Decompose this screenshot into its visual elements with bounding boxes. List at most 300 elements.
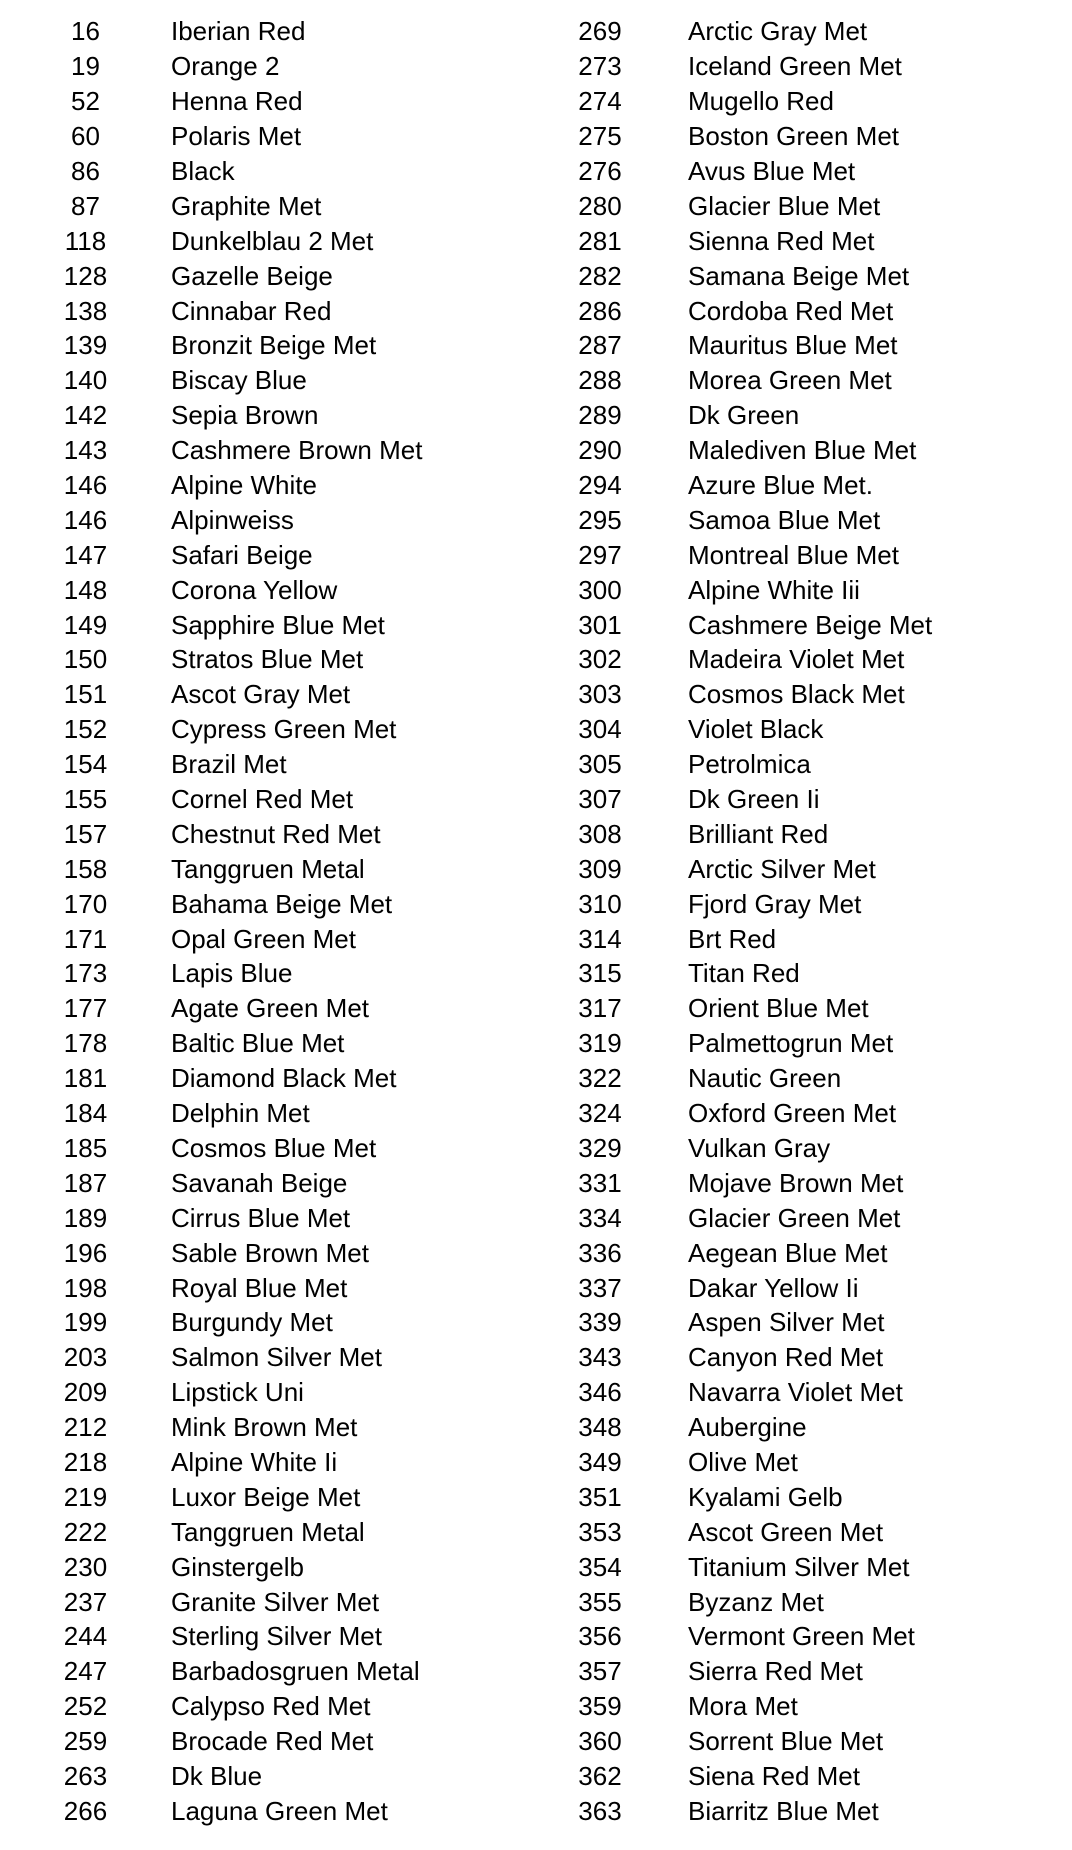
color-code: 187 xyxy=(63,1167,108,1198)
list-item xyxy=(560,677,932,712)
color-code: 173 xyxy=(63,958,108,989)
list-item xyxy=(560,1654,932,1689)
list-item xyxy=(0,14,422,49)
list-item xyxy=(0,572,422,607)
color-name: Aspen Silver Met xyxy=(688,1307,885,1338)
color-name: Brilliant Red xyxy=(688,818,829,849)
color-name: Biarritz Blue Met xyxy=(688,1795,879,1826)
color-name: Cosmos Blue Met xyxy=(171,1132,377,1163)
color-name: Nautic Green xyxy=(688,1063,842,1094)
list-item xyxy=(0,1061,422,1096)
color-code: 346 xyxy=(578,1377,622,1408)
list-item xyxy=(0,1270,422,1305)
color-name: Diamond Black Met xyxy=(171,1063,397,1094)
color-name: Titanium Silver Met xyxy=(688,1551,910,1582)
color-name: Avus Blue Met xyxy=(688,156,856,186)
color-code: 309 xyxy=(578,853,622,884)
list-item xyxy=(0,1689,422,1724)
color-code: 178 xyxy=(63,1028,108,1059)
color-code: 273 xyxy=(578,51,622,82)
color-name: Black xyxy=(171,156,235,186)
list-item xyxy=(0,1200,422,1235)
list-item xyxy=(560,258,932,293)
color-name: Tanggruen Metal xyxy=(171,1516,365,1547)
list-item xyxy=(560,1724,932,1759)
color-name: Kyalami Gelb xyxy=(688,1481,843,1512)
list-item xyxy=(560,886,932,921)
color-code: 196 xyxy=(63,1237,108,1268)
list-item xyxy=(0,1235,422,1270)
color-name: Alpine White Ii xyxy=(171,1446,338,1477)
color-code: 146 xyxy=(63,504,108,535)
list-item xyxy=(560,223,932,258)
color-code: 263 xyxy=(63,1760,108,1791)
list-item xyxy=(0,851,422,886)
color-code: 363 xyxy=(578,1795,622,1826)
list-item xyxy=(560,293,932,328)
color-name: Savanah Beige xyxy=(171,1167,348,1198)
color-code: 343 xyxy=(578,1342,622,1373)
color-name: Dunkelblau 2 Met xyxy=(171,225,374,256)
color-code: 198 xyxy=(63,1272,108,1303)
color-code: 334 xyxy=(578,1202,622,1233)
color-code: 154 xyxy=(63,749,108,780)
color-name: Cosmos Black Met xyxy=(688,679,905,710)
color-code: 304 xyxy=(578,714,622,745)
color-name: Canyon Red Met xyxy=(688,1342,884,1373)
color-code: 184 xyxy=(63,1098,108,1129)
color-name: Sterling Silver Met xyxy=(171,1621,382,1652)
color-code: 336 xyxy=(578,1237,622,1268)
list-item xyxy=(560,1514,932,1549)
list-item xyxy=(0,1759,422,1794)
list-item xyxy=(0,1514,422,1549)
color-code: 339 xyxy=(578,1307,622,1338)
list-item xyxy=(0,363,422,398)
color-code: 314 xyxy=(578,923,622,954)
color-name: Cirrus Blue Met xyxy=(171,1202,351,1233)
color-code: 362 xyxy=(578,1760,622,1791)
color-code: 143 xyxy=(63,435,108,466)
color-code: 287 xyxy=(578,330,622,361)
list-item xyxy=(560,1410,932,1445)
color-name: Sapphire Blue Met xyxy=(171,609,385,640)
list-item xyxy=(0,223,422,258)
color-name: Delphin Met xyxy=(171,1098,310,1129)
color-name: Brocade Red Met xyxy=(171,1726,374,1757)
color-code: 147 xyxy=(63,539,108,570)
color-code: 348 xyxy=(578,1412,622,1443)
list-item xyxy=(560,1270,932,1305)
list-item xyxy=(0,782,422,817)
color-name: Calypso Red Met xyxy=(171,1691,371,1722)
list-item xyxy=(0,1375,422,1410)
color-code: 274 xyxy=(578,86,622,117)
list-item xyxy=(0,1026,422,1061)
list-item xyxy=(560,433,932,468)
color-code: 295 xyxy=(578,504,622,535)
color-name: Royal Blue Met xyxy=(171,1272,348,1303)
color-code: 252 xyxy=(63,1691,108,1722)
color-code: 317 xyxy=(578,993,622,1024)
list-item xyxy=(560,363,932,398)
color-name: Stratos Blue Met xyxy=(171,644,364,675)
list-item xyxy=(0,1305,422,1340)
color-code: 209 xyxy=(63,1377,108,1408)
color-name: Dk Green Ii xyxy=(688,784,820,815)
color-name: Aubergine xyxy=(688,1412,807,1443)
color-code: 158 xyxy=(63,853,108,884)
list-item xyxy=(0,956,422,991)
list-item xyxy=(560,84,932,119)
color-name: Cornel Red Met xyxy=(171,784,354,815)
color-code: 349 xyxy=(578,1446,622,1477)
list-item xyxy=(0,468,422,503)
color-code: 337 xyxy=(578,1272,622,1303)
color-name: Ginstergelb xyxy=(171,1551,304,1582)
color-code: 354 xyxy=(578,1551,622,1582)
list-item xyxy=(0,1445,422,1480)
color-code: 152 xyxy=(63,714,108,745)
color-name: Henna Red xyxy=(171,86,303,117)
list-item xyxy=(560,328,932,363)
color-code: 149 xyxy=(63,609,108,640)
color-code: 171 xyxy=(63,923,108,954)
list-item xyxy=(560,782,932,817)
color-code: 244 xyxy=(63,1621,108,1652)
list-item xyxy=(560,1061,932,1096)
list-item xyxy=(560,1096,932,1131)
color-name: Tanggruen Metal xyxy=(171,853,365,884)
color-name: Siena Red Met xyxy=(688,1760,860,1791)
list-item xyxy=(560,537,932,572)
list-item xyxy=(560,956,932,991)
color-name: Brt Red xyxy=(688,923,777,954)
color-name: Dakar Yellow Ii xyxy=(688,1272,859,1303)
color-name: Vulkan Gray xyxy=(688,1132,831,1163)
color-code: 280 xyxy=(578,190,622,221)
color-code: 308 xyxy=(578,818,622,849)
color-code: 199 xyxy=(63,1307,108,1338)
list-item xyxy=(0,642,422,677)
color-name: Malediven Blue Met xyxy=(688,435,917,466)
list-item xyxy=(560,747,932,782)
list-item xyxy=(560,1305,932,1340)
color-code: 237 xyxy=(63,1586,108,1617)
color-code: 331 xyxy=(578,1167,622,1198)
color-name: Iberian Red xyxy=(171,16,306,47)
color-name: Cashmere Brown Met xyxy=(171,435,423,466)
color-name: Glacier Blue Met xyxy=(688,190,881,221)
color-code: 297 xyxy=(578,539,622,570)
color-code: 118 xyxy=(64,225,107,256)
list-item xyxy=(560,119,932,154)
color-name: Barbadosgruen Metal xyxy=(171,1656,420,1687)
right-column xyxy=(560,14,932,1828)
color-code: 142 xyxy=(63,400,108,431)
list-item xyxy=(0,1165,422,1200)
color-name: Vermont Green Met xyxy=(688,1621,915,1652)
color-name: Sorrent Blue Met xyxy=(688,1726,884,1757)
color-name: Olive Met xyxy=(688,1446,798,1477)
color-code: 282 xyxy=(578,260,622,291)
color-name: Boston Green Met xyxy=(688,121,899,152)
list-item xyxy=(560,1026,932,1061)
list-item xyxy=(0,154,422,189)
color-code: 359 xyxy=(578,1691,622,1722)
color-code: 219 xyxy=(63,1481,108,1512)
color-code: 86 xyxy=(71,156,100,186)
list-item xyxy=(560,1479,932,1514)
list-item xyxy=(0,1131,422,1166)
color-name: Alpinweiss xyxy=(171,504,294,535)
color-name: Orient Blue Met xyxy=(688,993,869,1024)
color-name: Cinnabar Red xyxy=(171,295,332,326)
color-name: Palmettogrun Met xyxy=(688,1028,894,1059)
list-item xyxy=(0,119,422,154)
color-code: 329 xyxy=(578,1132,622,1163)
list-item xyxy=(560,1584,932,1619)
color-name: Dk Green xyxy=(688,400,800,431)
color-code: 315 xyxy=(578,958,622,989)
color-code: 302 xyxy=(578,644,622,675)
color-code: 230 xyxy=(63,1551,108,1582)
list-item xyxy=(560,1759,932,1794)
list-item xyxy=(0,1619,422,1654)
list-item xyxy=(0,712,422,747)
color-name: Byzanz Met xyxy=(688,1586,824,1617)
color-name: Bronzit Beige Met xyxy=(171,330,377,361)
left-column xyxy=(0,14,422,1828)
color-code: 128 xyxy=(63,260,108,291)
color-name: Mauritus Blue Met xyxy=(688,330,898,361)
color-name: Montreal Blue Met xyxy=(688,539,899,570)
color-code: 203 xyxy=(63,1342,108,1373)
list-item xyxy=(560,607,932,642)
color-name: Ascot Green Met xyxy=(688,1516,884,1547)
color-name: Laguna Green Met xyxy=(171,1795,388,1826)
list-item xyxy=(0,188,422,223)
color-name: Azure Blue Met. xyxy=(688,470,873,501)
color-code: 52 xyxy=(71,86,100,117)
color-code: 269 xyxy=(578,16,622,47)
color-code: 300 xyxy=(578,574,622,605)
list-item xyxy=(560,502,932,537)
list-item xyxy=(560,468,932,503)
color-name: Samana Beige Met xyxy=(688,260,910,291)
list-item xyxy=(0,537,422,572)
color-code: 170 xyxy=(63,888,108,919)
color-code: 138 xyxy=(63,295,108,326)
list-item xyxy=(560,1445,932,1480)
color-name: Mora Met xyxy=(688,1691,798,1722)
color-code: 60 xyxy=(71,121,100,152)
color-code: 140 xyxy=(63,365,108,396)
color-code: 222 xyxy=(63,1516,108,1547)
list-item xyxy=(0,607,422,642)
color-code: 181 xyxy=(63,1063,108,1094)
color-name: Salmon Silver Met xyxy=(171,1342,382,1373)
color-code: 275 xyxy=(578,121,622,152)
color-name: Madeira Violet Met xyxy=(688,644,905,675)
color-name: Agate Green Met xyxy=(171,993,369,1024)
list-item xyxy=(0,328,422,363)
color-name: Granite Silver Met xyxy=(171,1586,380,1617)
color-name: Ascot Gray Met xyxy=(171,679,351,710)
list-item xyxy=(560,154,932,189)
list-item xyxy=(0,433,422,468)
color-name: Cordoba Red Met xyxy=(688,295,894,326)
list-item xyxy=(0,921,422,956)
color-code: 288 xyxy=(578,365,622,396)
color-code: 281 xyxy=(578,225,622,256)
color-code: 259 xyxy=(63,1726,108,1757)
list-item xyxy=(560,398,932,433)
list-item xyxy=(560,1165,932,1200)
list-item xyxy=(0,502,422,537)
list-item xyxy=(0,84,422,119)
color-code: 319 xyxy=(578,1028,622,1059)
color-code: 305 xyxy=(578,749,622,780)
list-item xyxy=(560,712,932,747)
color-code: 155 xyxy=(63,784,108,815)
list-item xyxy=(560,991,932,1026)
color-name: Polaris Met xyxy=(171,121,302,152)
color-name: Gazelle Beige xyxy=(171,260,333,291)
color-name: Cypress Green Met xyxy=(171,714,397,745)
color-name: Mugello Red xyxy=(688,86,834,117)
color-code: 185 xyxy=(63,1132,108,1163)
list-item xyxy=(560,1131,932,1166)
color-code: 189 xyxy=(63,1202,108,1233)
color-code: 289 xyxy=(578,400,622,431)
color-name: Arctic Gray Met xyxy=(688,16,868,47)
list-item xyxy=(560,851,932,886)
color-code: 307 xyxy=(578,784,622,815)
list-item xyxy=(560,1793,932,1828)
color-name: Morea Green Met xyxy=(688,365,892,396)
list-item xyxy=(0,886,422,921)
color-name: Bahama Beige Met xyxy=(171,888,393,919)
list-item xyxy=(0,1410,422,1445)
list-item xyxy=(560,1200,932,1235)
color-code: 322 xyxy=(578,1063,622,1094)
color-name: Cashmere Beige Met xyxy=(688,609,933,640)
color-name: Petrolmica xyxy=(688,749,811,780)
list-item xyxy=(0,293,422,328)
list-item xyxy=(0,1479,422,1514)
list-item xyxy=(0,1654,422,1689)
color-name: Titan Red xyxy=(688,958,800,989)
list-item xyxy=(0,258,422,293)
list-item xyxy=(0,1724,422,1759)
color-name: Samoa Blue Met xyxy=(688,504,881,535)
color-name: Lapis Blue xyxy=(171,958,293,989)
color-code: 177 xyxy=(63,993,108,1024)
color-name: Navarra Violet Met xyxy=(688,1377,903,1408)
list-item xyxy=(560,188,932,223)
color-code: 247 xyxy=(63,1656,108,1687)
color-code: 290 xyxy=(578,435,622,466)
color-name: Luxor Beige Met xyxy=(171,1481,361,1512)
color-name: Violet Black xyxy=(688,714,824,745)
color-code: 218 xyxy=(63,1446,108,1477)
list-item xyxy=(560,1235,932,1270)
color-code: 148 xyxy=(63,574,108,605)
color-name: Iceland Green Met xyxy=(688,51,902,82)
color-code: 353 xyxy=(578,1516,622,1547)
color-code: 286 xyxy=(578,295,622,326)
color-code: 87 xyxy=(71,190,100,221)
color-code: 356 xyxy=(578,1621,622,1652)
list-item xyxy=(0,816,422,851)
color-code: 212 xyxy=(63,1412,108,1443)
color-code: 157 xyxy=(63,818,108,849)
color-name: Alpine White xyxy=(171,470,317,501)
color-name: Lipstick Uni xyxy=(171,1377,304,1408)
color-name: Sepia Brown xyxy=(171,400,319,431)
list-item xyxy=(0,1096,422,1131)
color-name: Burgundy Met xyxy=(171,1307,333,1338)
list-item xyxy=(560,572,932,607)
color-code: 276 xyxy=(578,156,622,186)
color-name: Safari Beige xyxy=(171,539,313,570)
color-code: 324 xyxy=(578,1098,622,1129)
list-item xyxy=(560,642,932,677)
color-code: 266 xyxy=(63,1795,108,1826)
list-item xyxy=(560,816,932,851)
color-code: 355 xyxy=(578,1586,622,1617)
color-code: 303 xyxy=(578,679,622,710)
color-name: Oxford Green Met xyxy=(688,1098,897,1129)
color-code: 146 xyxy=(63,470,108,501)
color-name: Graphite Met xyxy=(171,190,322,221)
color-code: 357 xyxy=(578,1656,622,1687)
list-item xyxy=(0,1549,422,1584)
list-item xyxy=(560,1619,932,1654)
color-name: Biscay Blue xyxy=(171,365,307,396)
color-code: 360 xyxy=(578,1726,622,1757)
color-name: Corona Yellow xyxy=(171,574,338,605)
list-item xyxy=(0,991,422,1026)
color-name: Chestnut Red Met xyxy=(171,818,381,849)
color-name: Sienna Red Met xyxy=(688,225,875,256)
list-item xyxy=(0,677,422,712)
list-item xyxy=(560,1689,932,1724)
color-name: Glacier Green Met xyxy=(688,1202,901,1233)
list-item xyxy=(560,1375,932,1410)
color-name: Sable Brown Met xyxy=(171,1237,369,1268)
color-name: Aegean Blue Met xyxy=(688,1237,888,1268)
color-code: 19 xyxy=(71,51,100,82)
list-item xyxy=(560,49,932,84)
list-item xyxy=(0,747,422,782)
color-code: 301 xyxy=(578,609,622,640)
list-item xyxy=(560,1340,932,1375)
color-code: 16 xyxy=(71,16,100,47)
color-name: Dk Blue xyxy=(171,1760,263,1791)
color-name: Mink Brown Met xyxy=(171,1412,358,1443)
list-item xyxy=(560,921,932,956)
list-item xyxy=(560,14,932,49)
color-name: Arctic Silver Met xyxy=(688,853,876,884)
list-item xyxy=(0,1340,422,1375)
color-name: Opal Green Met xyxy=(171,923,356,954)
color-name: Baltic Blue Met xyxy=(171,1028,345,1059)
color-code: 150 xyxy=(63,644,108,675)
color-code: 139 xyxy=(63,330,108,361)
list-item xyxy=(0,1584,422,1619)
